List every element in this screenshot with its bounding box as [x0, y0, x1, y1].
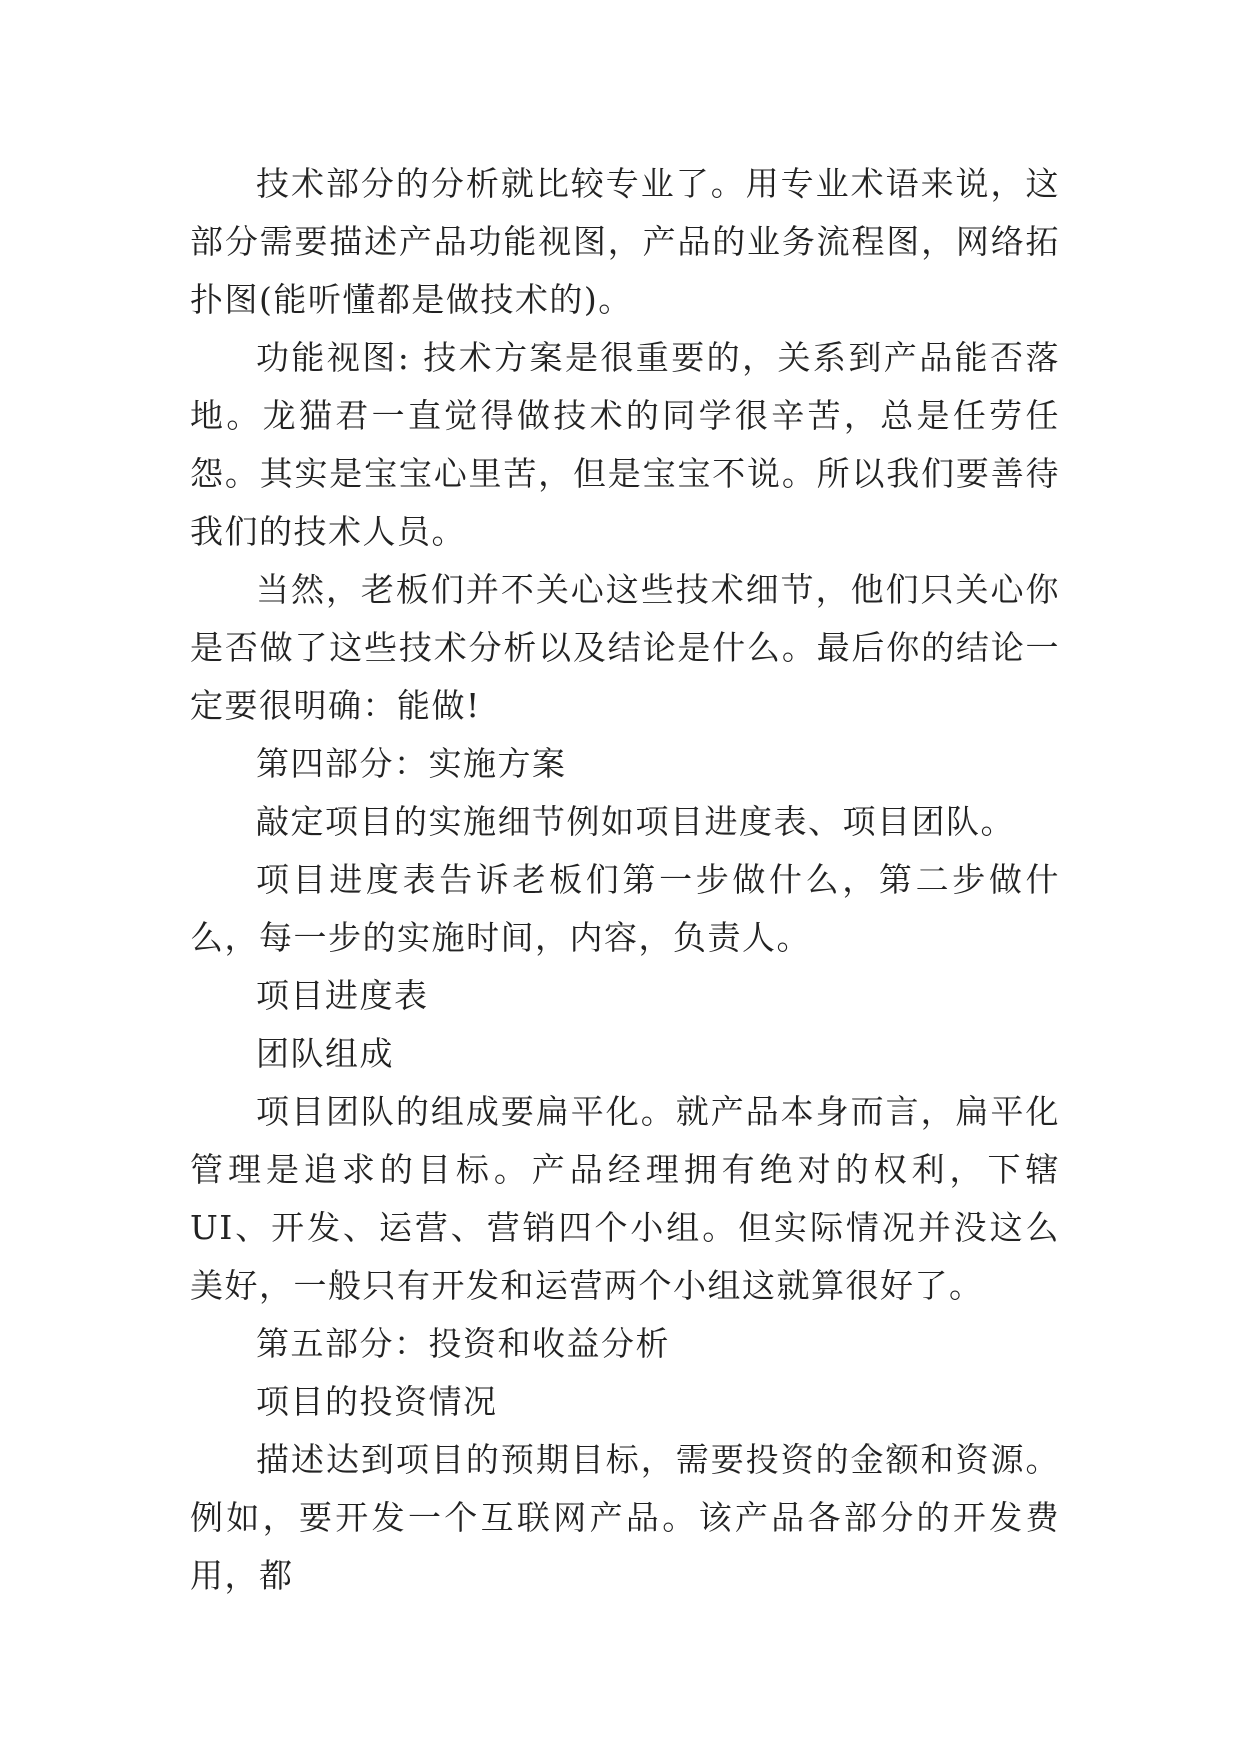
subheading-schedule: 项目进度表	[256, 976, 429, 1015]
section-heading-part-four: 第四部分：实施方案	[256, 744, 567, 783]
subheading-team: 团队组成	[256, 1034, 394, 1073]
paragraph-investment-description: 描述达到项目的预期目标，需要投资的金额和资源。例如，要开发一个互联网产品。该产品各部分的开发费用，都	[190, 1440, 1060, 1595]
subheading-investment: 项目的投资情况	[256, 1382, 498, 1421]
paragraph-function-view: 功能视图: 技术方案是很重要的，关系到产品能否落地。龙猫君一直觉得做技术的同学很辛苦，总是任劳任怨。其实是宝宝心里苦，但是宝宝不说。所以我们要善待我们的技术人员。	[190, 338, 1060, 551]
paragraph-team-structure: 项目团队的组成要扁平化。就产品本身而言，扁平化管理是追求的目标。产品经理拥有绝对的权利，下辖UI、开发、运营、营销四个小组。但实际情况并没这么美好，一般只有开发和运营两个小组这就算很好了。	[190, 1092, 1060, 1305]
paragraph-tech-analysis: 技术部分的分析就比较专业了。用专业术语来说，这部分需要描述产品功能视图，产品的业务流程图，网络拓扑图(能听懂都是做技术的)。	[190, 164, 1060, 319]
paragraph-boss-concern: 当然，老板们并不关心这些技术细节，他们只关心你是否做了这些技术分析以及结论是什么。最后你的结论一定要很明确：能做!	[190, 570, 1060, 725]
section-heading-part-five: 第五部分：投资和收益分析	[256, 1324, 670, 1363]
paragraph-implementation-details: 敲定项目的实施细节例如项目进度表、项目团队。	[256, 802, 1015, 841]
paragraph-schedule-description: 项目进度表告诉老板们第一步做什么，第二步做什么，每一步的实施时间，内容，负责人。	[190, 860, 1060, 957]
document-body	[190, 155, 1060, 1605]
